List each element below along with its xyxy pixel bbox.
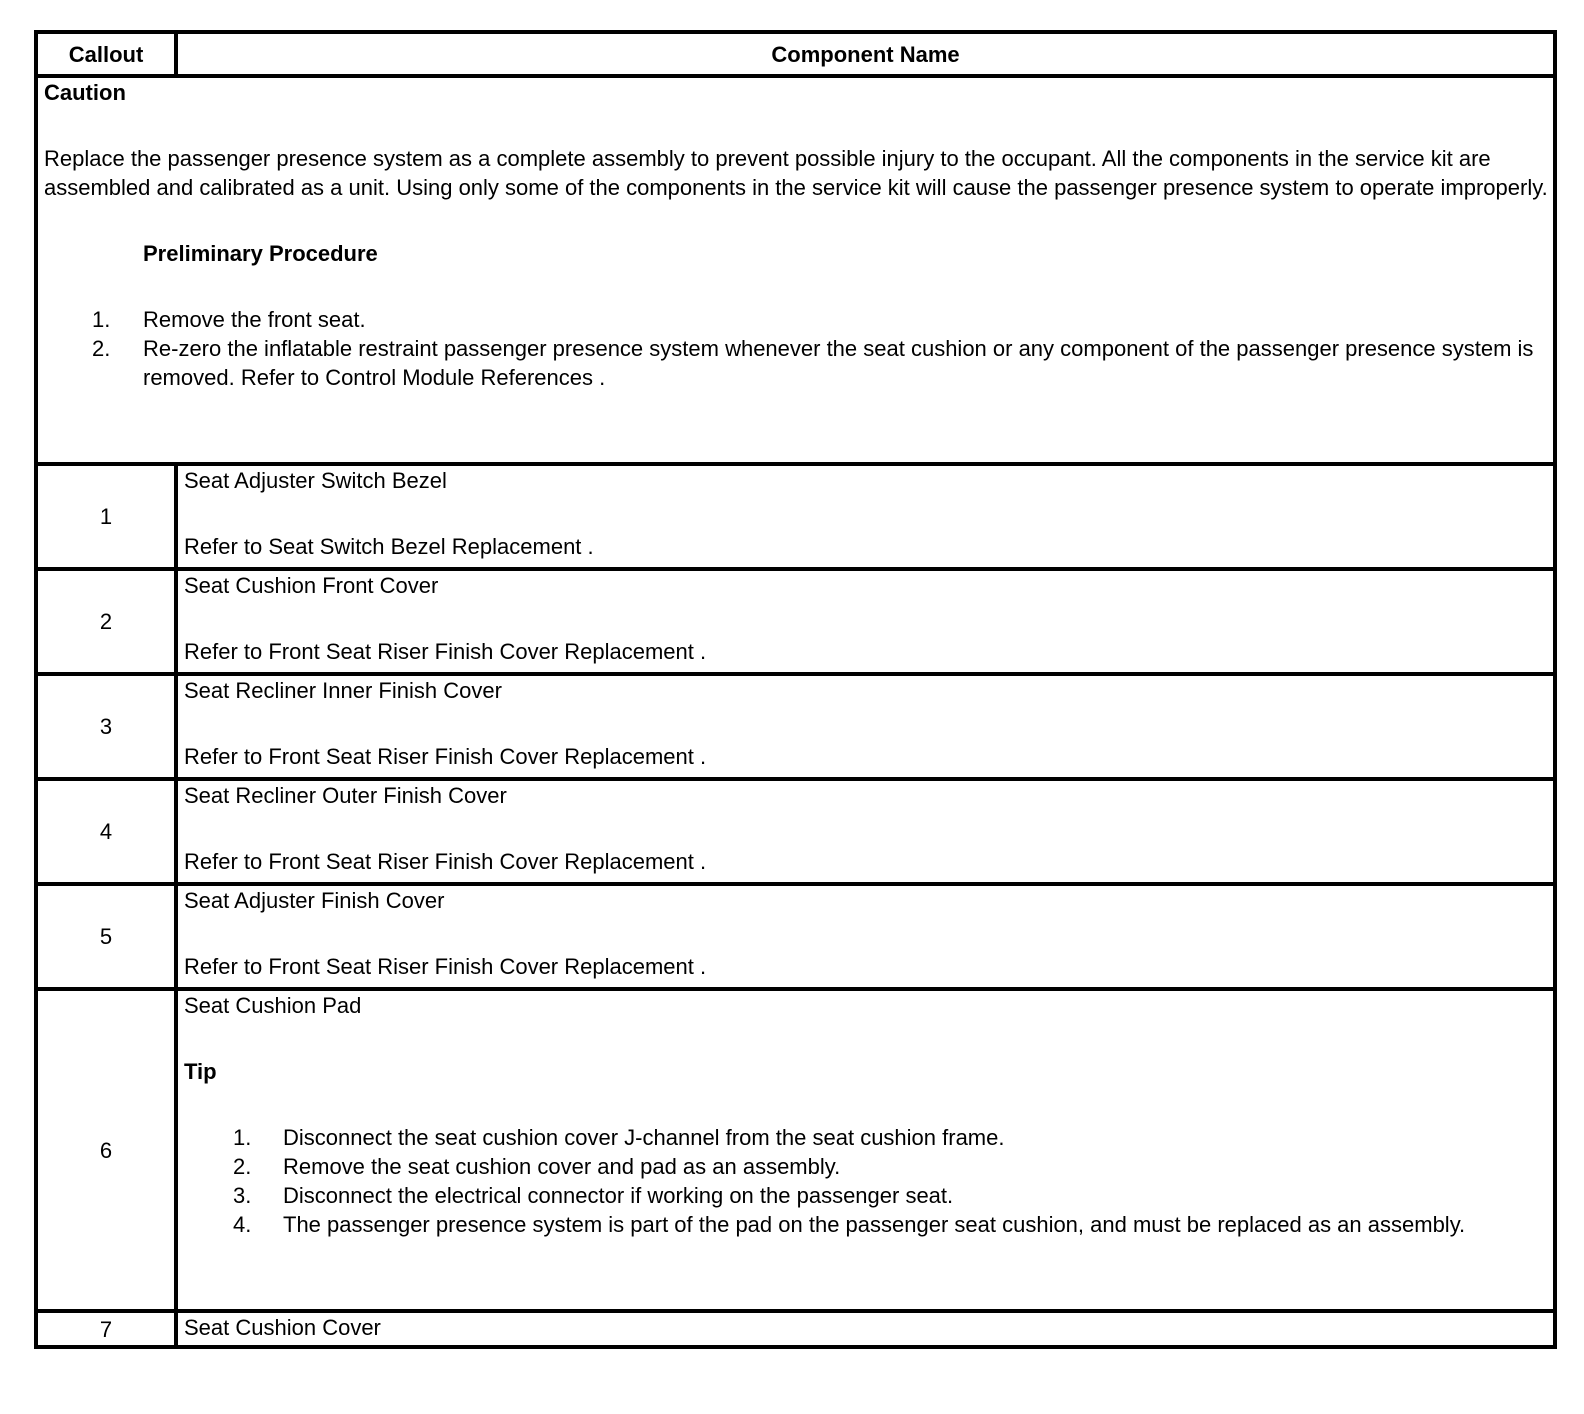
preliminary-procedure-title: Preliminary Procedure: [143, 241, 378, 266]
step-number: 2.: [92, 336, 111, 361]
component-name-column-header: Component Name: [176, 32, 1555, 76]
component-cell: [176, 674, 1555, 779]
component-reference: Refer to Front Seat Riser Finish Cover Replacement .: [184, 849, 707, 874]
component-table: [34, 30, 1557, 1349]
caution-cell: [36, 76, 1555, 464]
caution-row: [36, 76, 1555, 464]
callout-number: 1: [36, 464, 176, 569]
step-text: Re-zero the inflatable restraint passenger presence system whenever the seat cushion or any component of the passenger presence system is removed. Refer to Control Module References .: [143, 336, 1534, 390]
callout-number: 2: [36, 569, 176, 674]
step-text: Remove the seat cushion cover and pad as an assembly.: [283, 1154, 841, 1179]
step-text: Disconnect the seat cushion cover J-channel from the seat cushion frame.: [283, 1125, 1005, 1150]
callout-number: 4: [36, 779, 176, 884]
component-cell: [176, 569, 1555, 674]
table-row: [36, 464, 1555, 569]
component-name: Seat Cushion Cover: [184, 1315, 381, 1340]
tip-title: Tip: [184, 1059, 217, 1084]
preliminary-steps-list: [44, 305, 1553, 392]
callout-column-header: Callout: [36, 32, 176, 76]
component-cell: [176, 1311, 1555, 1347]
step-number: 4.: [233, 1212, 252, 1237]
caution-text: Replace the passenger presence system as a complete assembly to prevent possible injury to the occupant. All the components in the service kit are assembled and calibrated as a unit. Using only some of the components in the service kit will cause the passenger presence system to operate improperly.: [44, 146, 1548, 200]
component-name: Seat Cushion Front Cover: [184, 573, 439, 598]
component-cell: [176, 779, 1555, 884]
component-cell: [176, 989, 1555, 1311]
component-name: Seat Adjuster Finish Cover: [184, 888, 445, 913]
component-cell: [176, 884, 1555, 989]
step-text: Disconnect the electrical connector if working on the passenger seat.: [283, 1183, 954, 1208]
table-row: [36, 779, 1555, 884]
callout-number: 6: [36, 989, 176, 1311]
table-row: [36, 569, 1555, 674]
component-name: Seat Recliner Outer Finish Cover: [184, 783, 507, 808]
list-item: [184, 1181, 1553, 1210]
component-reference: Refer to Seat Switch Bezel Replacement .: [184, 534, 594, 559]
callout-number: 3: [36, 674, 176, 779]
component-name: Seat Adjuster Switch Bezel: [184, 468, 447, 493]
component-cell: [176, 464, 1555, 569]
component-name: Seat Recliner Inner Finish Cover: [184, 678, 502, 703]
callout-number: 5: [36, 884, 176, 989]
component-name: Seat Cushion Pad: [184, 993, 362, 1018]
callout-number: 7: [36, 1311, 176, 1347]
table-header-row: [36, 32, 1555, 76]
component-reference: Refer to Front Seat Riser Finish Cover Replacement .: [184, 744, 707, 769]
step-text: The passenger presence system is part of the pad on the passenger seat cushion, and must be replaced as an assembly.: [283, 1212, 1466, 1237]
tip-steps-list: [184, 1123, 1553, 1239]
step-text: Remove the front seat.: [143, 307, 366, 332]
table-row: [36, 674, 1555, 779]
list-item: [184, 1123, 1553, 1152]
step-number: 1.: [92, 307, 111, 332]
step-number: 3.: [233, 1183, 252, 1208]
list-item: [184, 1210, 1553, 1239]
step-number: 1.: [233, 1125, 252, 1150]
table-row: [36, 989, 1555, 1311]
table-row: [36, 884, 1555, 989]
caution-title: Caution: [44, 80, 126, 105]
list-item: [44, 305, 1553, 334]
step-number: 2.: [233, 1154, 252, 1179]
component-reference: Refer to Front Seat Riser Finish Cover Replacement .: [184, 639, 707, 664]
list-item: [44, 334, 1553, 392]
list-item: [184, 1152, 1553, 1181]
table-row: [36, 1311, 1555, 1347]
component-reference: Refer to Front Seat Riser Finish Cover Replacement .: [184, 954, 707, 979]
